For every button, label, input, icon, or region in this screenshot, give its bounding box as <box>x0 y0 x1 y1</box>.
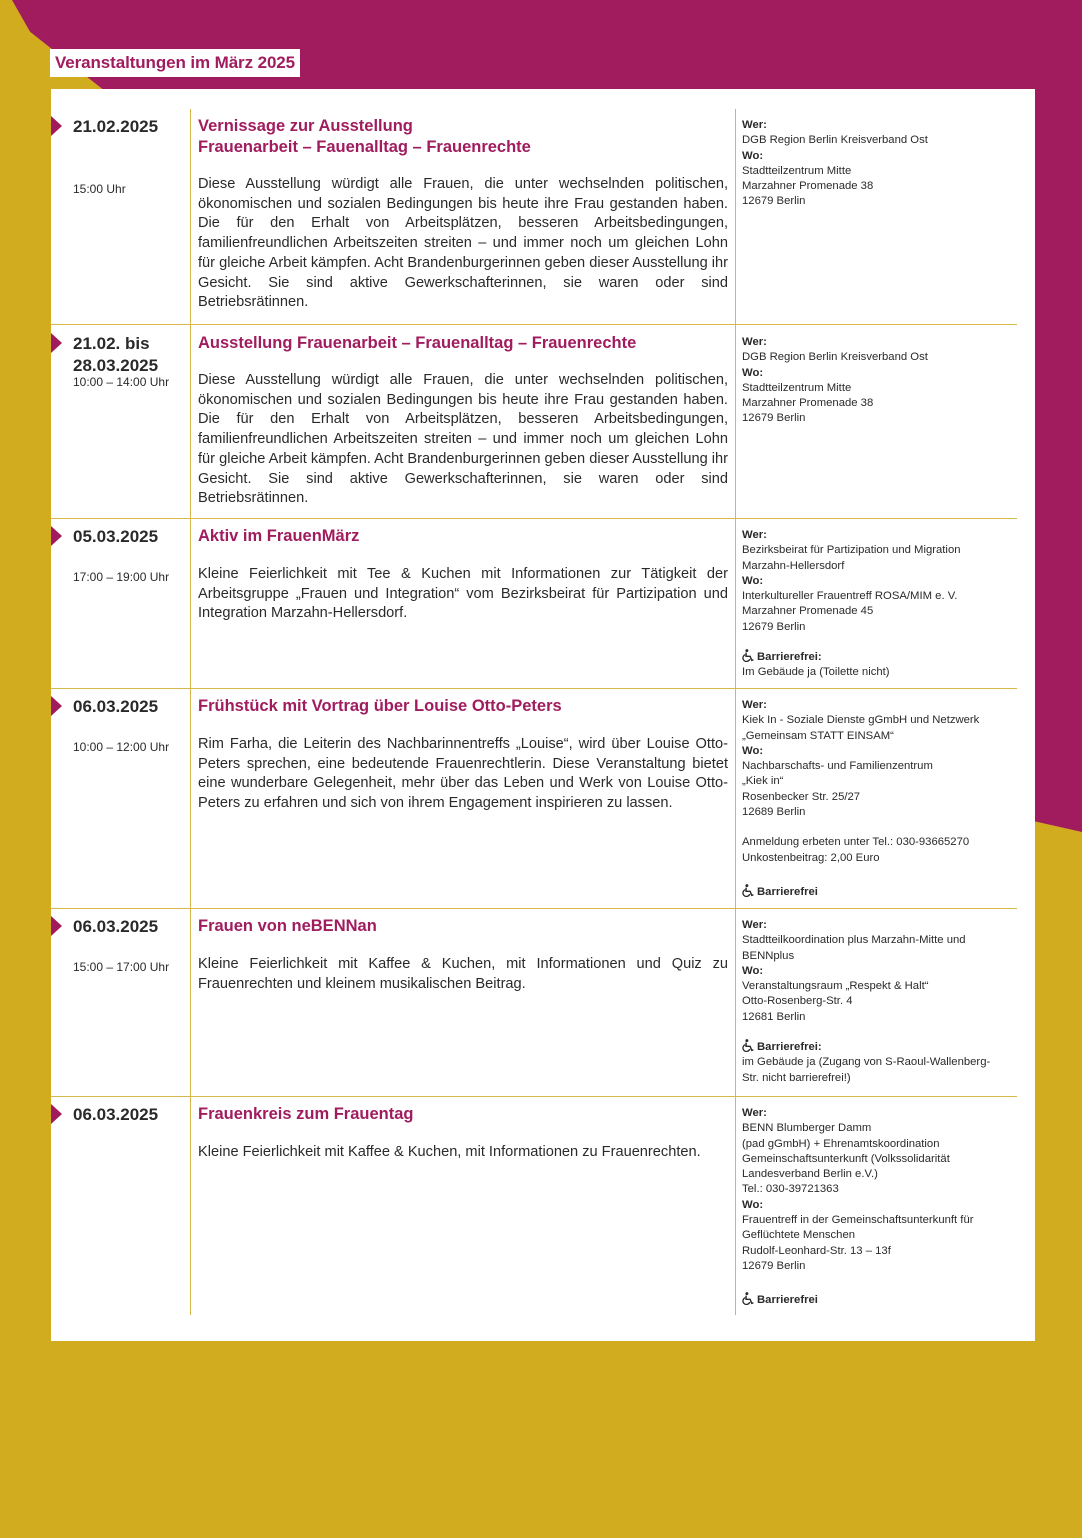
wer-line: Stadtteilkoordination plus Marzahn-Mitte und <box>742 934 966 947</box>
event-marker-icon <box>51 333 62 353</box>
event-main <box>198 333 728 509</box>
wo-label: Wo: <box>742 744 764 757</box>
wo-line: Frauentreff in der Gemeinschaftsunterkunft für Geflüchtete Menschen <box>742 1214 974 1242</box>
event-date-column <box>73 1104 188 1126</box>
wo-line: 12689 Berlin <box>742 806 806 819</box>
event-time: 15:00 – 17:00 Uhr <box>73 960 170 974</box>
event-marker-icon <box>51 696 62 716</box>
event-main <box>198 526 728 624</box>
events-card <box>51 89 1035 1341</box>
barrierefrei-label: Barrierefrei <box>757 885 818 898</box>
event-date-column <box>73 696 188 754</box>
extra-line: Unkostenbeitrag: 2,00 Euro <box>742 851 880 864</box>
wer-label: Wer: <box>742 699 767 711</box>
wer-line: DGB Region Berlin Kreisverband Ost <box>742 351 928 364</box>
event-time: 10:00 – 12:00 Uhr <box>73 740 170 754</box>
event-date-column <box>73 116 188 196</box>
event-time: 17:00 – 19:00 Uhr <box>73 570 170 584</box>
event-info <box>742 335 1012 427</box>
wer-label: Wer: <box>742 919 767 931</box>
wer-line: Kiek In - Soziale Dienste gGmbH und Netzwerk <box>742 714 980 727</box>
event-time: 10:00 – 14:00 Uhr <box>73 375 170 389</box>
wo-line: 12679 Berlin <box>742 412 806 425</box>
wo-line: Marzahner Promenade 45 <box>742 605 874 618</box>
event-row <box>51 325 1017 519</box>
wo-line: Rosenbecker Str. 25/27 <box>742 790 861 803</box>
event-description: Rim Farha, die Leiterin des Nachbarinnentreffs „Louise“, wird über Louise Otto-Peters sprechen, eine bedeutende Frauenrechtlerin. Diese Veranstaltung bietet eine wunderbare Gelegenheit, mehr über das Leben und Werk von Louise Otto-Peters zu erfahren und sich von ihrem Engagement inspirieren zu lassen. <box>198 736 728 812</box>
barrierefrei-label: Barrierefrei <box>757 1294 818 1307</box>
accessibility-row <box>742 1039 1012 1055</box>
event-description: Diese Ausstellung würdigt alle Frauen, die unter wechselnden politischen, ökonomischen und sozialen Bedingungen bis heute ihre Frau gestanden haben. Die für den Erhalt von Arbeitsplätzen, besseren Arbeitsbedingungen, familienfreundlichen Arbeitszeiten streiten – und immer noch um gleichen Lohn für gleiche Arbeit kämpfen. Acht Brandenburgerinnen geben dieser Ausstellung ihr Gesicht. Sie sind aktive Gewerkschafterinnen, sie waren oder sind Betriebsrätinnen. <box>198 372 728 507</box>
wer-label: Wer: <box>742 336 767 348</box>
event-row <box>51 689 1017 909</box>
wheelchair-icon <box>742 884 755 897</box>
event-time: 15:00 Uhr <box>73 182 126 196</box>
wo-label: Wo: <box>742 366 764 379</box>
event-title: Aktiv im FrauenMärz <box>198 527 360 545</box>
event-description: Diese Ausstellung würdigt alle Frauen, die unter wechselnden politischen, ökonomischen und sozialen Bedingungen bis heute ihre Frau gestanden haben. Die für den Erhalt von Arbeitsplätzen, besseren Arbeitsbedingungen, familienfreundlichen Arbeitszeiten streiten – und immer noch um gleichen Lohn für gleiche Arbeit kämpfen. Acht Brandenburgerinnen geben dieser Ausstellung ihr Gesicht. Sie sind aktive Gewerkschafterinnen, sie waren oder sind Betriebsrätinnen. <box>198 176 728 311</box>
wer-label: Wer: <box>742 119 767 131</box>
wo-line: 12679 Berlin <box>742 620 806 633</box>
event-main <box>198 916 728 994</box>
wo-line: Stadtteilzentrum Mitte <box>742 164 852 177</box>
wo-line: 12679 Berlin <box>742 1259 806 1272</box>
event-info <box>742 918 1012 1086</box>
wer-line: „Gemeinsam STATT EINSAM“ <box>742 729 894 742</box>
barrierefrei-label: Barrierefrei: <box>757 1041 822 1054</box>
event-row <box>51 89 1017 325</box>
event-marker-icon <box>51 1104 62 1124</box>
wo-line: Interkultureller Frauentreff ROSA/MIM e. V. <box>742 590 958 603</box>
wo-line: Otto-Rosenberg-Str. 4 <box>742 995 853 1008</box>
event-row <box>51 519 1017 689</box>
wo-line: Marzahner Promenade 38 <box>742 180 874 193</box>
page-title: Veranstaltungen im März 2025 <box>50 49 300 77</box>
wo-line: Marzahner Promenade 38 <box>742 397 874 410</box>
event-marker-icon <box>51 916 62 936</box>
event-date: 06.03.2025 <box>73 697 159 716</box>
event-description: Kleine Feierlichkeit mit Kaffee & Kuchen, mit Informationen und Quiz zu Frauenrechten und kleinem musikalischen Beitrag. <box>198 956 728 992</box>
wo-label: Wo: <box>742 1198 764 1211</box>
event-date: 21.02.2025 <box>73 117 159 136</box>
event-main <box>198 696 728 814</box>
wo-line: Nachbarschafts- und Familienzentrum <box>742 760 933 773</box>
accessibility-note: Im Gebäude ja (Toilette nicht) <box>742 666 890 679</box>
accessibility-note: im Gebäude ja (Zugang von S-Raoul-Wallenberg-Str. nicht barrierefrei!) <box>742 1056 991 1084</box>
wo-line: Veranstaltungsraum „Respekt & Halt“ <box>742 980 929 993</box>
event-info <box>742 1106 1012 1309</box>
event-date: 06.03.2025 <box>73 1105 159 1124</box>
event-date-column <box>73 916 188 974</box>
wo-label: Wo: <box>742 964 764 977</box>
event-date-column <box>73 333 188 389</box>
event-row <box>51 909 1017 1097</box>
event-title: Frauenkreis zum Frauentag <box>198 1105 414 1123</box>
accessibility-row <box>742 649 1012 665</box>
event-main <box>198 116 728 313</box>
event-description: Kleine Feierlichkeit mit Tee & Kuchen mit Informationen zur Tätigkeit der Arbeitsgruppe „Frauen und Integration“ vom Bezirksbeirat für Partizipation und Integration Marzahn-Hellersdorf. <box>198 566 728 622</box>
extra-line: Anmeldung erbeten unter Tel.: 030-93665270 <box>742 836 970 849</box>
wer-line: Tel.: 030-39721363 <box>742 1183 839 1196</box>
wo-line: Rudolf-Leonhard-Str. 13 – 13f <box>742 1244 891 1257</box>
event-title: Frühstück mit Vortrag über Louise Otto-Peters <box>198 697 562 715</box>
barrierefrei-label: Barrierefrei: <box>757 651 822 664</box>
event-title: Frauen von neBENNan <box>198 917 377 935</box>
event-marker-icon <box>51 116 62 136</box>
wheelchair-icon <box>742 1292 755 1305</box>
wo-label: Wo: <box>742 149 764 162</box>
wheelchair-icon <box>742 649 755 662</box>
wo-line: 12681 Berlin <box>742 1010 806 1023</box>
event-description: Kleine Feierlichkeit mit Kaffee & Kuchen, mit Informationen zu Frauenrechten. <box>198 1144 701 1160</box>
wer-line: BENNplus <box>742 949 795 962</box>
wo-line: „Kiek in“ <box>742 775 784 788</box>
event-title: Ausstellung Frauenarbeit – Frauenalltag – Frauenrechte <box>198 334 637 352</box>
wer-label: Wer: <box>742 529 767 541</box>
wo-line: 12679 Berlin <box>742 195 806 208</box>
event-date-column <box>73 526 188 584</box>
wheelchair-icon <box>742 1039 755 1052</box>
event-date: 06.03.2025 <box>73 917 159 936</box>
event-title: Vernissage zur Ausstellung Frauenarbeit – Fauenalltag – Frauenrechte <box>198 117 531 156</box>
wo-line: Stadtteilzentrum Mitte <box>742 381 852 394</box>
wer-label: Wer: <box>742 1107 767 1119</box>
event-marker-icon <box>51 526 62 546</box>
event-date: 05.03.2025 <box>73 527 159 546</box>
wer-line: BENN Blumberger Damm <box>742 1122 872 1135</box>
event-date: 21.02. bis 28.03.2025 <box>73 334 159 375</box>
event-info <box>742 528 1012 681</box>
event-row <box>51 1097 1017 1315</box>
wer-line: Bezirksbeirat für Partizipation und Migration <box>742 544 961 557</box>
accessibility-row <box>742 884 1012 900</box>
event-info <box>742 698 1012 900</box>
wer-line: Marzahn-Hellersdorf <box>742 559 845 572</box>
wer-line: DGB Region Berlin Kreisverband Ost <box>742 134 928 147</box>
wer-line: (pad gGmbH) + Ehrenamtskoordination Gemeinschaftsunterkunft (Volkssolidarität Landesverband Berlin e.V.) <box>742 1137 950 1181</box>
event-info <box>742 118 1012 210</box>
accessibility-row <box>742 1292 1012 1308</box>
event-main <box>198 1104 728 1163</box>
wo-label: Wo: <box>742 574 764 587</box>
